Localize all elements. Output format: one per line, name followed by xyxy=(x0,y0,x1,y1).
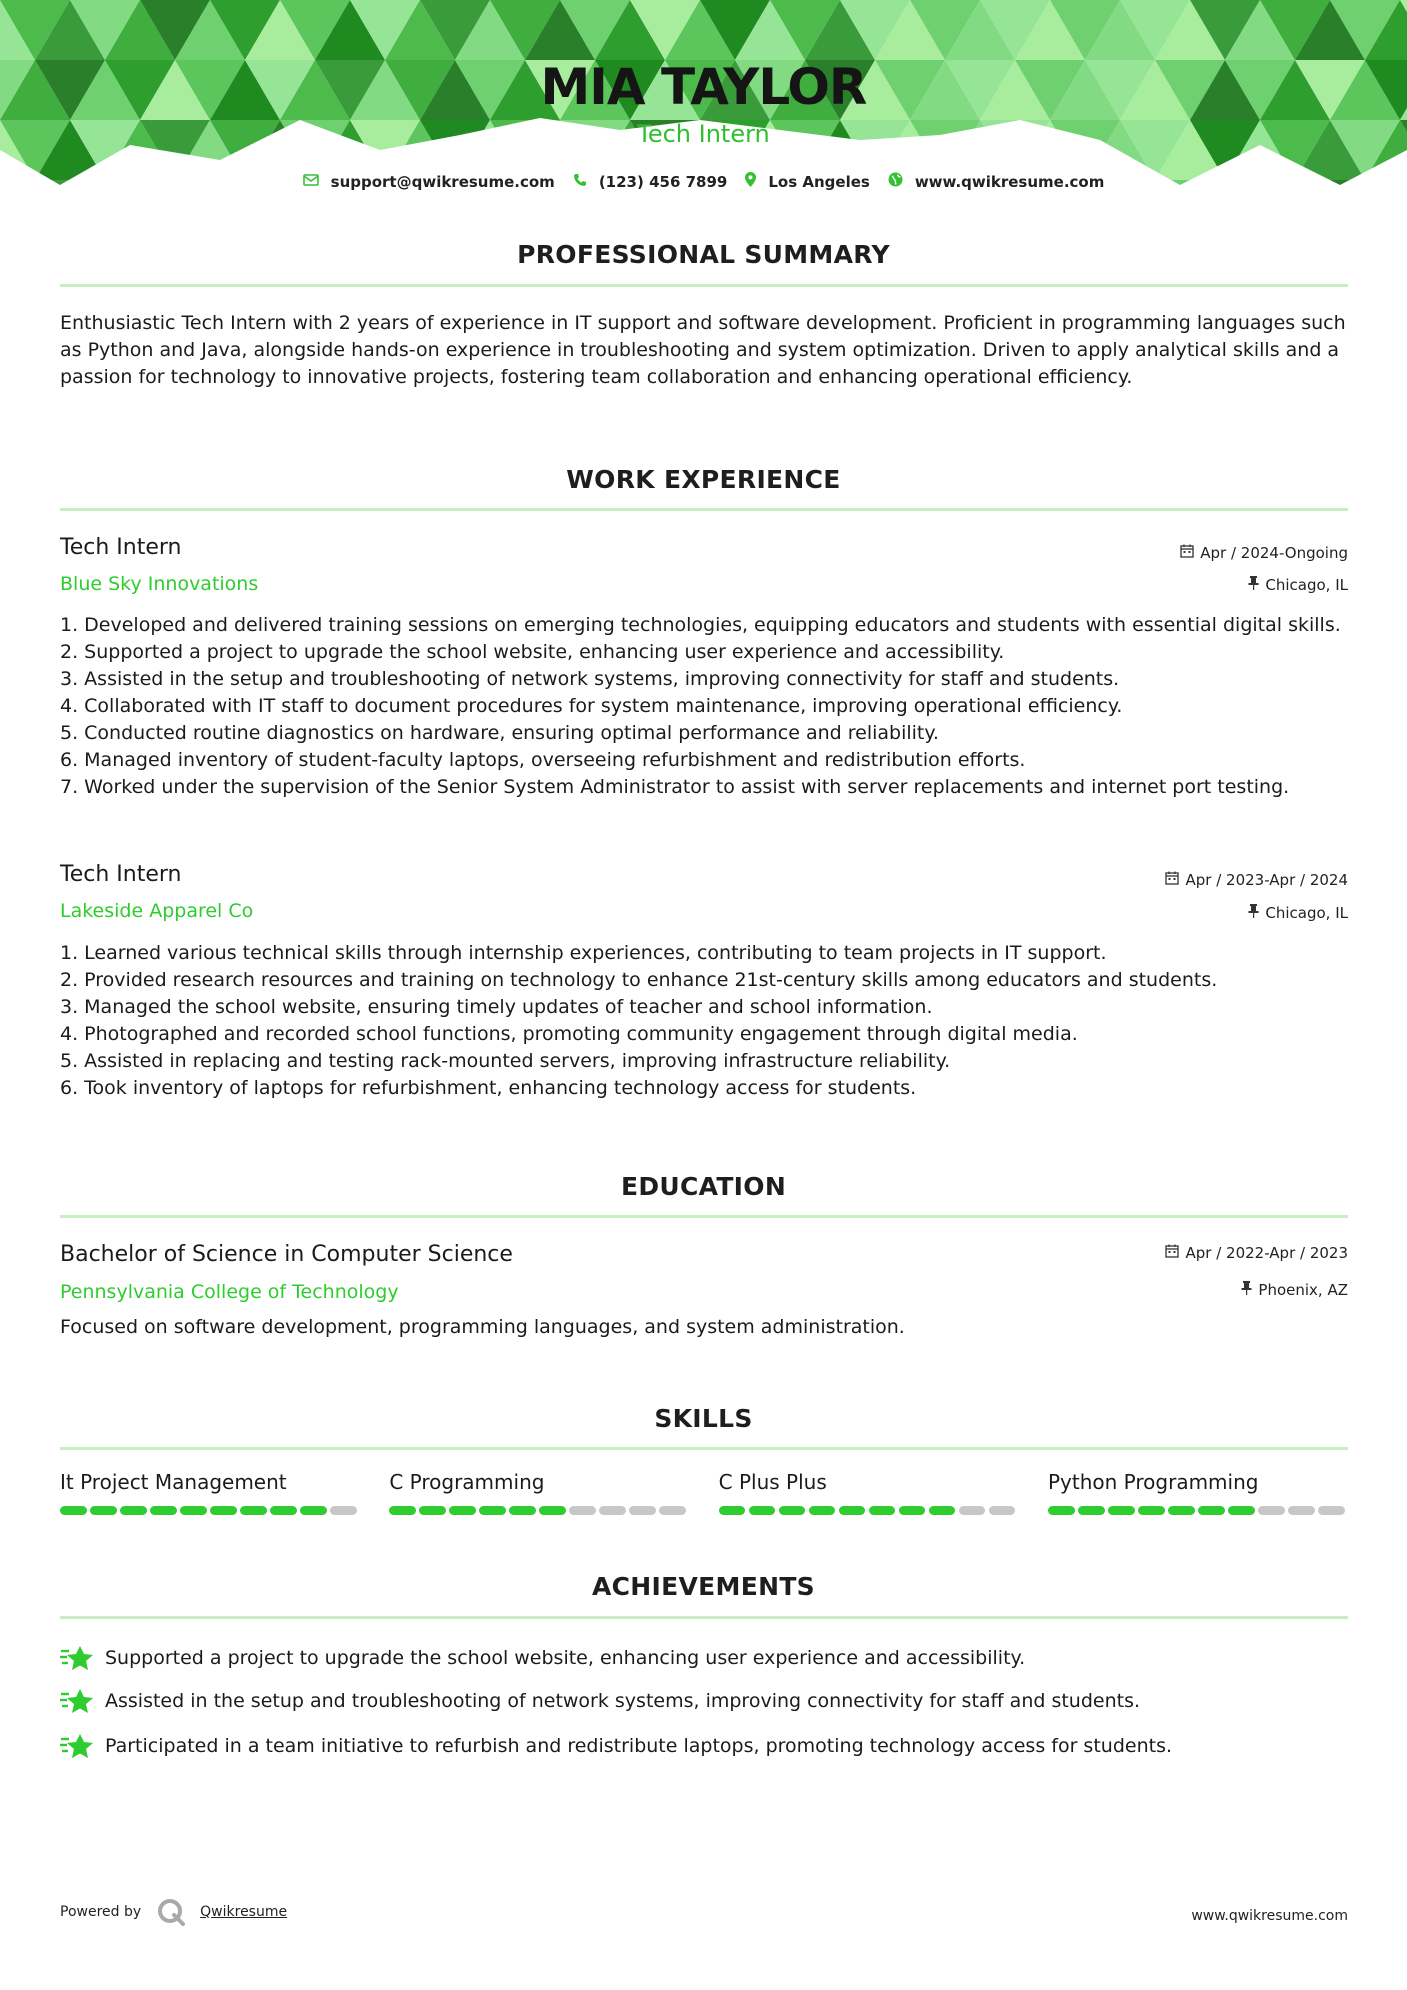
footer-powered-by xyxy=(60,1898,287,1926)
job-location-text: Chicago, IL xyxy=(1265,904,1348,922)
skills-heading: SKILLS xyxy=(654,1404,753,1433)
skill-segment xyxy=(419,1506,446,1515)
achievements-heading: ACHIEVEMENTS xyxy=(592,1572,815,1601)
contact-phone-text: (123) 456 7899 xyxy=(598,172,728,191)
list-item: 2. Supported a project to upgrade the school website, enhancing user experience and accessibility. xyxy=(60,641,1005,663)
skill-level-bar xyxy=(60,1506,360,1515)
education-school: Pennsylvania College of Technology xyxy=(60,1281,399,1303)
skill-segment xyxy=(899,1506,926,1515)
section-divider xyxy=(60,1616,1348,1619)
star-icon xyxy=(60,1644,94,1672)
job-bullets xyxy=(60,612,1350,801)
job-date xyxy=(1180,544,1348,562)
globe-icon xyxy=(888,172,903,191)
skill-segment xyxy=(779,1506,806,1515)
phone-icon xyxy=(573,173,587,191)
list-item: 4. Photographed and recorded school functions, promoting community engagement through digital media. xyxy=(60,1023,1078,1045)
skill-segment xyxy=(959,1506,986,1515)
skill-segment xyxy=(749,1506,776,1515)
section-divider xyxy=(60,1447,1348,1450)
skill-segment xyxy=(719,1506,746,1515)
powered-by-label: Powered by xyxy=(60,1904,142,1920)
skill-segment xyxy=(180,1506,207,1515)
skill-level-bar xyxy=(389,1506,689,1515)
job-location xyxy=(1248,576,1348,594)
skill-segment xyxy=(1228,1506,1255,1515)
candidate-role: Tech Intern xyxy=(637,120,770,148)
experience-heading: WORK EXPERIENCE xyxy=(566,465,841,494)
pushpin-icon xyxy=(1241,1281,1252,1299)
map-pin-icon xyxy=(745,172,756,191)
skill-segment xyxy=(1258,1506,1285,1515)
contact-email-text: support@qwikresume.com xyxy=(330,172,555,191)
contact-website[interactable] xyxy=(888,172,1105,191)
list-item: 1. Learned various technical skills through internship experiences, contributing to team projects in IT support. xyxy=(60,942,1107,964)
skills-grid xyxy=(60,1470,1348,1515)
skill-label: C Plus Plus xyxy=(718,1470,827,1494)
calendar-icon xyxy=(1165,1244,1179,1262)
skill-level-bar xyxy=(1048,1506,1348,1515)
star-icon xyxy=(60,1732,94,1760)
list-item: 6. Took inventory of laptops for refurbishment, enhancing technology access for students. xyxy=(60,1077,917,1099)
list-item: 3. Managed the school website, ensuring timely updates of teacher and school information. xyxy=(60,996,933,1018)
skill-segment xyxy=(300,1506,327,1515)
skill-segment xyxy=(120,1506,147,1515)
skill-segment xyxy=(539,1506,566,1515)
skill-label: It Project Management xyxy=(60,1470,287,1494)
candidate-name: MIA TAYLOR xyxy=(540,58,867,116)
calendar-icon xyxy=(1165,871,1179,889)
skill-segment xyxy=(1078,1506,1105,1515)
skill-segment xyxy=(1198,1506,1225,1515)
qwikresume-link[interactable]: Qwikresume xyxy=(200,1904,288,1920)
achievement-item xyxy=(60,1644,1025,1672)
contact-website-text: www.qwikresume.com xyxy=(914,172,1105,191)
list-item: 5. Assisted in replacing and testing rack-mounted servers, improving infrastructure reliability. xyxy=(60,1050,951,1072)
skill-segment xyxy=(1318,1506,1345,1515)
skill-segment xyxy=(150,1506,177,1515)
job-location xyxy=(1248,904,1348,922)
skill-segment xyxy=(989,1506,1016,1515)
contact-phone[interactable] xyxy=(573,173,728,191)
list-item: 3. Assisted in the setup and troubleshooting of network systems, improving connectivity for staff and students. xyxy=(60,668,1120,690)
job-date xyxy=(1165,871,1348,889)
star-icon xyxy=(60,1687,94,1715)
section-divider xyxy=(60,508,1348,511)
education-description: Focused on software development, programming languages, and system administration. xyxy=(60,1316,905,1338)
calendar-icon xyxy=(1180,544,1194,562)
skill-item xyxy=(389,1470,689,1515)
skill-segment xyxy=(839,1506,866,1515)
skill-label: C Programming xyxy=(389,1470,545,1494)
skill-segment xyxy=(929,1506,956,1515)
skill-segment xyxy=(1108,1506,1135,1515)
skill-item xyxy=(60,1470,360,1515)
list-item: 7. Worked under the supervision of the Senior System Administrator to assist with server replacements and internet port testing. xyxy=(60,776,1290,798)
skill-segment xyxy=(449,1506,476,1515)
skill-label: Python Programming xyxy=(1047,1470,1259,1494)
job-bullets xyxy=(60,940,1350,1102)
achievement-item xyxy=(60,1687,1140,1715)
job-company: Blue Sky Innovations xyxy=(60,573,259,595)
job-location-text: Chicago, IL xyxy=(1265,576,1348,594)
skill-segment xyxy=(479,1506,506,1515)
skill-item xyxy=(1048,1470,1348,1515)
section-divider xyxy=(60,1215,1348,1218)
skill-segment xyxy=(1048,1506,1075,1515)
achievement-text: Supported a project to upgrade the school website, enhancing user experience and accessibility. xyxy=(105,1647,1026,1669)
skill-item xyxy=(719,1470,1019,1515)
list-item: 5. Conducted routine diagnostics on hardware, ensuring optimal performance and reliability. xyxy=(60,722,939,744)
education-date xyxy=(1165,1244,1348,1262)
skill-level-bar xyxy=(719,1506,1019,1515)
job-company: Lakeside Apparel Co xyxy=(60,900,254,922)
skill-segment xyxy=(629,1506,656,1515)
pushpin-icon xyxy=(1248,576,1259,594)
job-date-text: Apr / 2023-Apr / 2024 xyxy=(1185,871,1348,889)
skill-segment xyxy=(869,1506,896,1515)
skill-segment xyxy=(90,1506,117,1515)
contact-location xyxy=(745,172,869,191)
skill-segment xyxy=(1138,1506,1165,1515)
job-title: Tech Intern xyxy=(60,535,182,560)
footer-website[interactable]: www.qwikresume.com xyxy=(1191,1908,1348,1924)
skill-segment xyxy=(659,1506,686,1515)
skill-segment xyxy=(389,1506,416,1515)
education-location xyxy=(1241,1281,1348,1299)
skill-segment xyxy=(1288,1506,1315,1515)
achievement-item xyxy=(60,1732,1172,1760)
list-item: 2. Provided research resources and training on technology to enhance 21st-century skills among educators and students. xyxy=(60,969,1218,991)
skill-segment xyxy=(1168,1506,1195,1515)
education-location-text: Phoenix, AZ xyxy=(1258,1281,1348,1299)
education-date-text: Apr / 2022-Apr / 2023 xyxy=(1185,1244,1348,1262)
list-item: 6. Managed inventory of student-faculty laptops, overseeing refurbishment and redistribution efforts. xyxy=(60,749,1026,771)
skill-segment xyxy=(569,1506,596,1515)
education-degree: Bachelor of Science in Computer Science xyxy=(60,1242,513,1267)
skill-segment xyxy=(509,1506,536,1515)
contact-location-text: Los Angeles xyxy=(768,172,870,191)
achievement-text: Assisted in the setup and troubleshooting of network systems, improving connectivity for staff and students. xyxy=(105,1690,1141,1712)
achievement-text: Participated in a team initiative to refurbish and redistribute laptops, promoting technology access for students. xyxy=(105,1735,1173,1757)
skill-segment xyxy=(270,1506,297,1515)
summary-text: Enthusiastic Tech Intern with 2 years of experience in IT support and software development. Proficient in programming languages such as Python and Java, alongside hands-on experience in troubleshooting and system optimization. Driven to apply analytical skills and a passion for technology to innovative projects, fostering team collaboration and enhancing operational efficiency. xyxy=(60,312,1346,388)
envelope-icon xyxy=(303,174,319,190)
contact-email[interactable] xyxy=(303,173,555,191)
pushpin-icon xyxy=(1248,904,1259,922)
skill-segment xyxy=(210,1506,237,1515)
skill-segment xyxy=(809,1506,836,1515)
summary-heading: PROFESSIONAL SUMMARY xyxy=(517,240,890,269)
qwikresume-logo-icon xyxy=(157,1898,185,1926)
skill-segment xyxy=(60,1506,87,1515)
list-item: 1. Developed and delivered training sessions on emerging technologies, equipping educators and students with essential digital skills. xyxy=(60,614,1341,636)
education-heading: EDUCATION xyxy=(620,1172,787,1201)
contact-bar xyxy=(0,172,1407,191)
skill-segment xyxy=(599,1506,626,1515)
list-item: 4. Collaborated with IT staff to document procedures for system maintenance, improving operational efficiency. xyxy=(60,695,1123,717)
job-date-text: Apr / 2024-Ongoing xyxy=(1200,544,1348,562)
job-title: Tech Intern xyxy=(60,862,182,887)
skill-segment xyxy=(240,1506,267,1515)
section-divider xyxy=(60,284,1348,287)
skill-segment xyxy=(330,1506,357,1515)
